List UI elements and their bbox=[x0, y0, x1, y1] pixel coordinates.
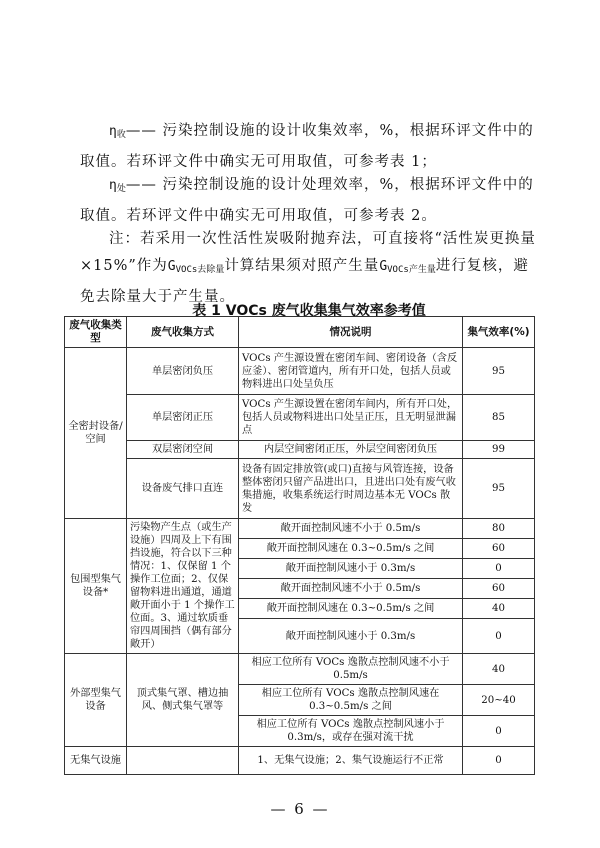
table-row: 相应工位所有 VOCs 逸散点控制风速在 0.3~0.5m/s 之间 20~40 bbox=[65, 685, 535, 716]
table-row: 单层密闭正压 VOCs 产生源设置在密闭车间内，所有开口处，包括人员或物料进出口处呈正压，且无明显泄漏点 85 bbox=[65, 395, 535, 441]
group-enclosing: 包围型集气设备* bbox=[65, 519, 127, 654]
table-row: 敞开面控制风速小于 0.3m/s 0 bbox=[65, 559, 535, 579]
table-row: 包围型集气设备* 污染物产生点（或生产设施）四周及上下有围挡设施，符合以下三种情况：1、仅保留 1 个操作工位面；2、仅保留物料进出通道，通道敞开面小于 1 个操作工位面。3、通过软质垂帘四周围挡（偶有部分敞开） 敞开面控制风速不小于 0.5m/s 80 bbox=[65, 519, 535, 539]
page-number: — 6 — bbox=[270, 800, 330, 818]
table-row: 双层密闭空间 内层空间密闭正压，外层空间密闭负压 99 bbox=[65, 441, 535, 459]
enclosing-method: 污染物产生点（或生产设施）四周及上下有围挡设施，符合以下三种情况：1、仅保留 1 个操作工位面；2、仅保留物料进出通道，通道敞开面小于 1 个操作工位面。3、通过软质垂帘四周围挡（偶有部分敞开） bbox=[127, 519, 239, 654]
eta-collect-symbol: $\eta_收$ bbox=[109, 124, 126, 140]
note-paragraph: 注：若采用一次性活性炭吸附抛弃法，可直接将“活性炭更换量×15%”作为$G_{VOCs去除量}$计算结果须对照产生量$G_{VOCs产生量}$进行复核，避免去除量大于产生量。 bbox=[80, 231, 536, 305]
table-row: 敞开面控制风速不小于 0.5m/s 60 bbox=[65, 579, 535, 599]
table-row: 相应工位所有 VOCs 逸散点控制风速小于 0.3m/s，或存在强对流干扰 0 bbox=[65, 716, 535, 747]
group-none: 无集气设施 bbox=[65, 747, 127, 775]
header-efficiency: 集气效率(%) bbox=[463, 317, 535, 348]
table-row: 敞开面控制风速小于 0.3m/s 0 bbox=[65, 619, 535, 654]
header-description: 情况说明 bbox=[239, 317, 463, 348]
group-fully-sealed: 全密封设备/空间 bbox=[65, 348, 127, 519]
collect-definition-text: —— 污染控制设施的设计收集效率，%，根据环评文件中的取值。若环评文件中确实无可用取值，可参考表 1； bbox=[80, 123, 534, 170]
table-caption: 表 1 VOCs 废气收集集气效率参考值 bbox=[192, 303, 426, 319]
efficiency-treat-definition bbox=[80, 172, 538, 230]
external-method: 顶式集气罩、槽边抽风、侧式集气罩等 bbox=[127, 654, 239, 747]
table-row: 敞开面控制风速在 0.3~0.5m/s 之间 40 bbox=[65, 599, 535, 619]
efficiency-collect-definition bbox=[80, 118, 538, 176]
table-row: 全密封设备/空间 单层密闭负压 VOCs 产生源设置在密闭车间、密闭设备（含反应釜）、密闭管道内，所有开口处，包括人员或物料进出口处呈负压 95 bbox=[65, 348, 535, 395]
eta-treat-symbol: $\eta_处$ bbox=[109, 178, 126, 194]
header-method: 废气收集方式 bbox=[127, 317, 239, 348]
table-row: 敞开面控制风速在 0.3~0.5m/s 之间 60 bbox=[65, 539, 535, 559]
g-generation-symbol: $G_{VOCs产生量}$ bbox=[379, 259, 436, 275]
header-type: 废气收集类型 bbox=[65, 317, 127, 348]
group-external: 外部型集气设备 bbox=[65, 654, 127, 747]
g-removal-symbol: $G_{VOCs去除量}$ bbox=[167, 259, 225, 275]
collection-efficiency-table bbox=[64, 316, 535, 775]
treat-definition-text: —— 污染控制设施的设计处理效率，%，根据环评文件中的取值。若环评文件中确实无可用取值，可参考表 2。 bbox=[80, 177, 534, 224]
table-row: 设备废气排口直连 设备有固定排放管(或口)直接与风管连接，设备整体密闭只留产品进出口，且进出口处有废气收集措施，收集系统运行时周边基本无 VOCs 散发 95 bbox=[65, 459, 535, 519]
table-row: 无集气设施 1、无集气设施；2、集气设施运行不正常 0 bbox=[65, 747, 535, 775]
table-row: 外部型集气设备 顶式集气罩、槽边抽风、侧式集气罩等 相应工位所有 VOCs 逸散点控制风速不小于 0.5m/s 40 bbox=[65, 654, 535, 685]
